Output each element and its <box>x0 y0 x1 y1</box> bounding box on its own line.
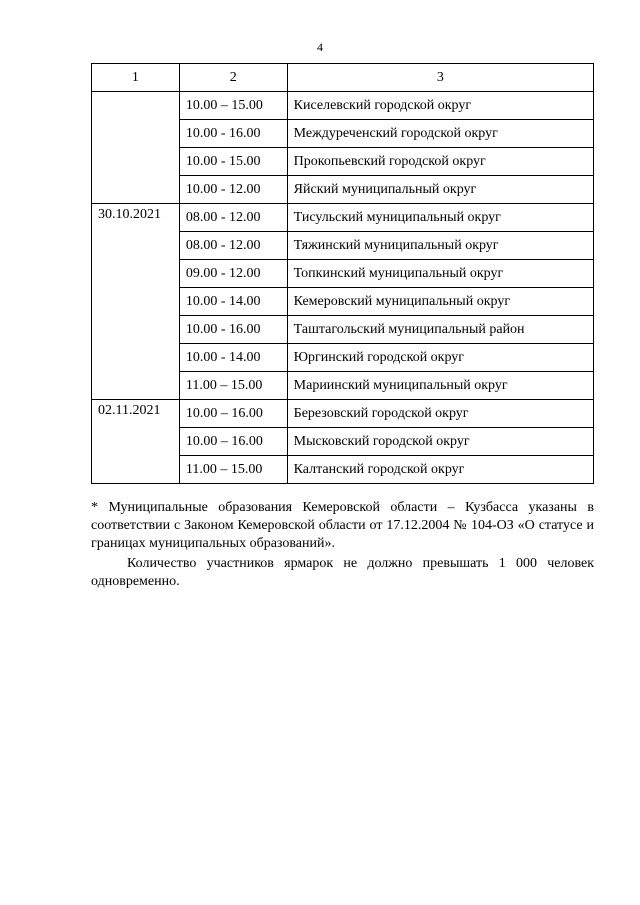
fair-schedule-table <box>91 63 594 484</box>
municipality-cell: Прокопьевский городской округ <box>287 148 593 176</box>
time-cell: 10.00 – 16.00 <box>179 428 287 456</box>
column-header-time: 2 <box>179 64 287 92</box>
municipality-cell: Яйский муниципальный округ <box>287 176 593 204</box>
table-row <box>92 92 594 120</box>
municipality-cell: Калтанский городской округ <box>287 456 593 484</box>
time-cell: 11.00 – 15.00 <box>179 372 287 400</box>
time-cell: 11.00 – 15.00 <box>179 456 287 484</box>
column-header-municipality: 3 <box>287 64 593 92</box>
table-header-row <box>92 64 594 92</box>
date-cell: 02.11.2021 <box>92 400 180 484</box>
time-cell: 10.00 - 16.00 <box>179 120 287 148</box>
footnote-municipalities-note: * Муниципальные образования Кемеровской области – Кузбасса указаны в соответствии с Законом Кемеровской области от 17.12.2004 № 104-ОЗ «О статусе и границах муниципальных образований». <box>91 500 594 551</box>
time-cell: 09.00 - 12.00 <box>179 260 287 288</box>
municipality-cell: Мариинский муниципальный округ <box>287 372 593 400</box>
time-cell: 10.00 – 15.00 <box>179 92 287 120</box>
time-cell: 10.00 - 14.00 <box>179 288 287 316</box>
time-cell: 08.00 - 12.00 <box>179 204 287 232</box>
municipality-cell: Мысковский городской округ <box>287 428 593 456</box>
time-cell: 10.00 - 12.00 <box>179 176 287 204</box>
municipality-cell: Тисульский муниципальный округ <box>287 204 593 232</box>
municipality-cell: Юргинский городской округ <box>287 344 593 372</box>
time-cell: 10.00 - 14.00 <box>179 344 287 372</box>
municipality-cell: Киселевский городской округ <box>287 92 593 120</box>
table-row <box>92 204 594 232</box>
table-row <box>92 400 594 428</box>
participants-limit-note: Количество участников ярмарок не должно превышать 1 000 человек одновременно. <box>91 556 594 589</box>
time-cell: 10.00 - 15.00 <box>179 148 287 176</box>
page-number: 4 <box>317 40 323 54</box>
date-cell <box>92 92 180 204</box>
municipality-cell: Тяжинский муниципальный округ <box>287 232 593 260</box>
municipality-cell: Кемеровский муниципальный округ <box>287 288 593 316</box>
time-cell: 10.00 – 16.00 <box>179 400 287 428</box>
table-body <box>92 92 594 484</box>
municipality-cell: Таштагольский муниципальный район <box>287 316 593 344</box>
municipality-cell: Березовский городской округ <box>287 400 593 428</box>
date-cell: 30.10.2021 <box>92 204 180 400</box>
municipality-cell: Топкинский муниципальный округ <box>287 260 593 288</box>
column-header-date: 1 <box>92 64 180 92</box>
time-cell: 10.00 - 16.00 <box>179 316 287 344</box>
footnote <box>91 499 594 591</box>
time-cell: 08.00 - 12.00 <box>179 232 287 260</box>
municipality-cell: Междуреченский городской округ <box>287 120 593 148</box>
